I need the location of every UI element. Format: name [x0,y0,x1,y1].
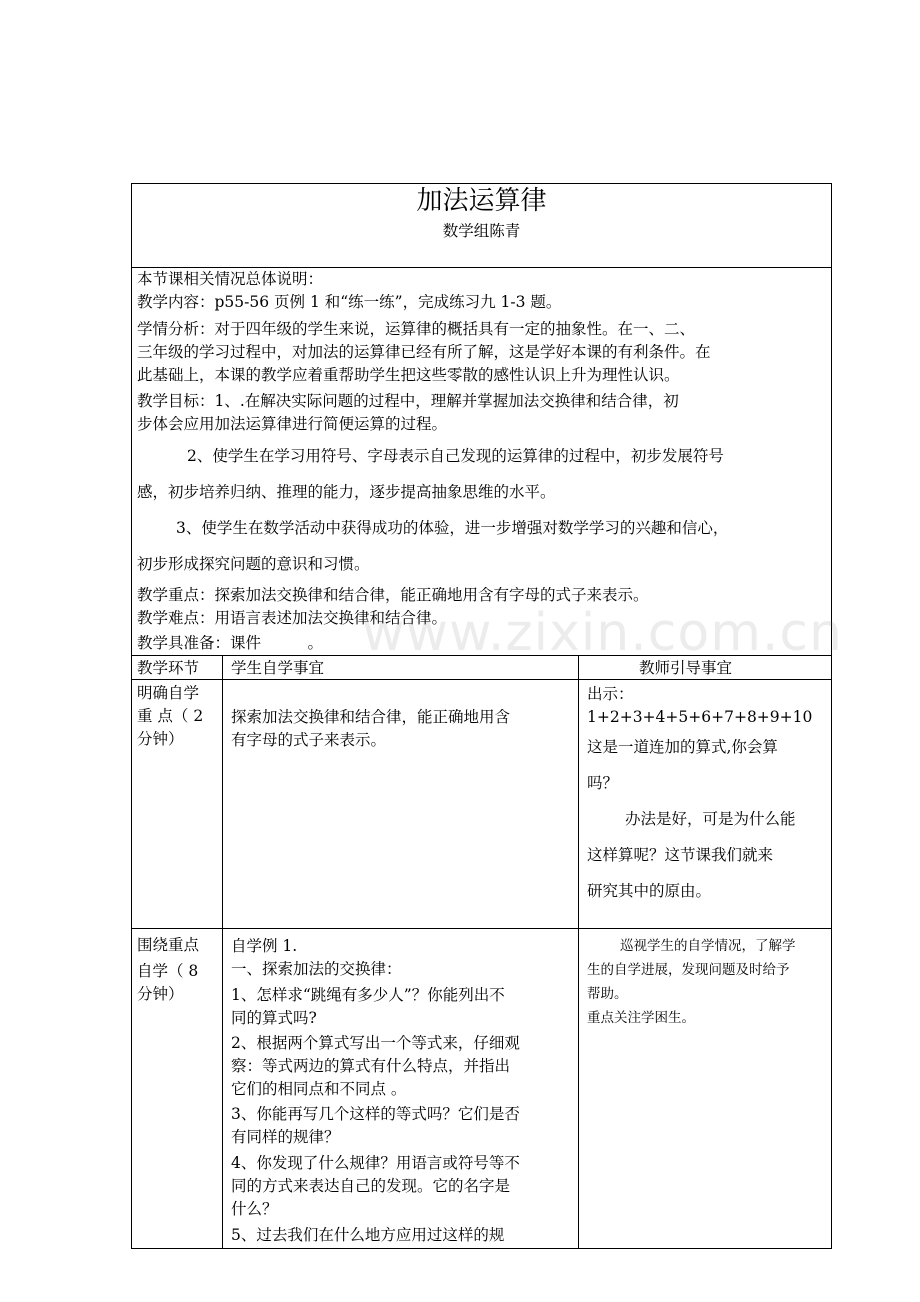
divider-header-row [131,679,832,680]
row2-stage-line-1: 围绕重点 [137,936,200,954]
header-stage: 教学环节 [137,659,200,677]
row2-student-line-13: 5、过去我们在什么地方应用过这样的规 [231,1226,505,1244]
goal1-line-2: 步体会应用加法运算律进行简便运算的过程。 [137,415,448,433]
row2-student-line-1: 自学例 1. [231,937,298,955]
overview-heading: 本节课相关情况总体说明： [137,270,324,288]
goal1-line-1: 教学目标：1、.在解决实际问题的过程中，理解并掌握加法交换律和结合律，初 [137,392,679,410]
column-divider-2 [578,655,579,1249]
row2-teacher-line-1: 巡视学生的自学情况，了解学 [620,938,796,954]
row2-student-line-12: 什么？ [231,1200,278,1218]
row1-teacher-para1-line-2: 吗？ [587,774,619,792]
row1-teacher-label: 出示： [587,685,634,703]
row2-student-line-6: 察：等式两边的算式有什么特点，并指出 [231,1057,511,1075]
divider-row1 [131,928,832,929]
row1-stage-line-1: 明确自学 [137,684,200,702]
analysis-line-2: 三年级的学习过程中，对加法的运算律已经有所了解，这是学好本课的有利条件。在 [137,343,711,361]
row1-student-line-2: 有字母的式子来表示。 [231,731,387,749]
row2-student-line-4: 同的算式吗? [231,1009,317,1027]
row2-student-line-11: 同的方式来表达自己的发现。它的名字是 [231,1177,511,1195]
row1-teacher-para2-line-1: 办法是好，可是为什么能 [625,810,796,828]
materials: 教学具准备：课件 。 [137,634,324,652]
row1-teacher-para1-line-1: 这是一道连加的算式,你会算 [587,738,778,756]
lesson-plan-document [131,183,832,1249]
row2-student-line-7: 它们的相同点和不同点 。 [231,1080,407,1098]
row1-teacher-formula: 1+2+3+4+5+6+7+8+9+10 [587,708,813,726]
header-teacher: 教师引导事宜 [639,659,733,677]
row2-student-line-5: 2、根据两个算式写出一个等式来，仔细观 [231,1034,520,1052]
row1-stage-line-2: 重 点（ 2 [137,707,204,725]
goal2-line-2: 感，初步培养归纳、推理的能力，逐步提高抽象思维的水平。 [137,483,556,501]
row2-stage-line-2: 自学（ 8 [137,962,199,980]
row2-student-line-9: 有同样的规律？ [231,1128,340,1146]
analysis-line-3: 此基础上，本课的教学应着重帮助学生把这些零散的感性认识上升为理性认识。 [137,366,680,384]
row2-student-line-8: 3、你能再写几个这样的等式吗？它们是否 [231,1105,520,1123]
row2-teacher-line-3: 帮助。 [587,986,628,1002]
goal2-line-1: 2、使学生在学习用符号、字母表示自己发现的运算律的过程中，初步发展符号 [187,447,724,465]
difficulty: 教学难点：用语言表述加法交换律和结合律。 [137,609,448,627]
document-title: 加法运算律 [416,186,547,216]
row1-stage-line-3: 分钟） [137,730,184,748]
goal3-line-1: 3、使学生在数学活动中获得成功的体验，进一步增强对数学学习的兴趣和信心， [176,519,729,537]
key-point: 教学重点：探索加法交换律和结合律，能正确地用含有字母的式子来表示。 [137,586,649,604]
row1-teacher-para2-line-3: 研究其中的原由。 [587,882,712,900]
goal3-line-2: 初步形成探究问题的意识和习惯。 [137,555,370,573]
row1-teacher-para2-line-2: 这样算呢？这节课我们就来 [587,846,774,864]
teaching-content: 教学内容：p55-56 页例 1 和“练一练”，完成练习九 1-3 题。 [137,293,562,311]
column-divider-1 [222,655,223,1249]
row2-stage-line-3: 分钟） [137,985,184,1003]
row2-teacher-line-2: 生的自学进展，发现问题及时给予 [587,962,790,978]
analysis-line-1: 学情分析：对于四年级的学生来说，运算律的概括具有一定的抽象性。在一、二、 [137,320,696,338]
header-student: 学生自学事宜 [231,659,325,677]
row1-student-line-1: 探索加法交换律和结合律，能正确地用含 [231,708,511,726]
row2-teacher-line-4: 重点关注学困生。 [587,1010,695,1026]
watermark: www.zixin.com.cn [362,603,843,663]
row2-student-line-10: 4、你发现了什么规律？用语言或符号等不 [231,1154,520,1172]
row2-student-line-3: 1、怎样求“跳绳有多少人”？你能列出不 [231,986,505,1004]
row2-student-line-2: 一、探索加法的交换律： [231,960,402,978]
document-author: 数学组陈青 [442,222,521,240]
